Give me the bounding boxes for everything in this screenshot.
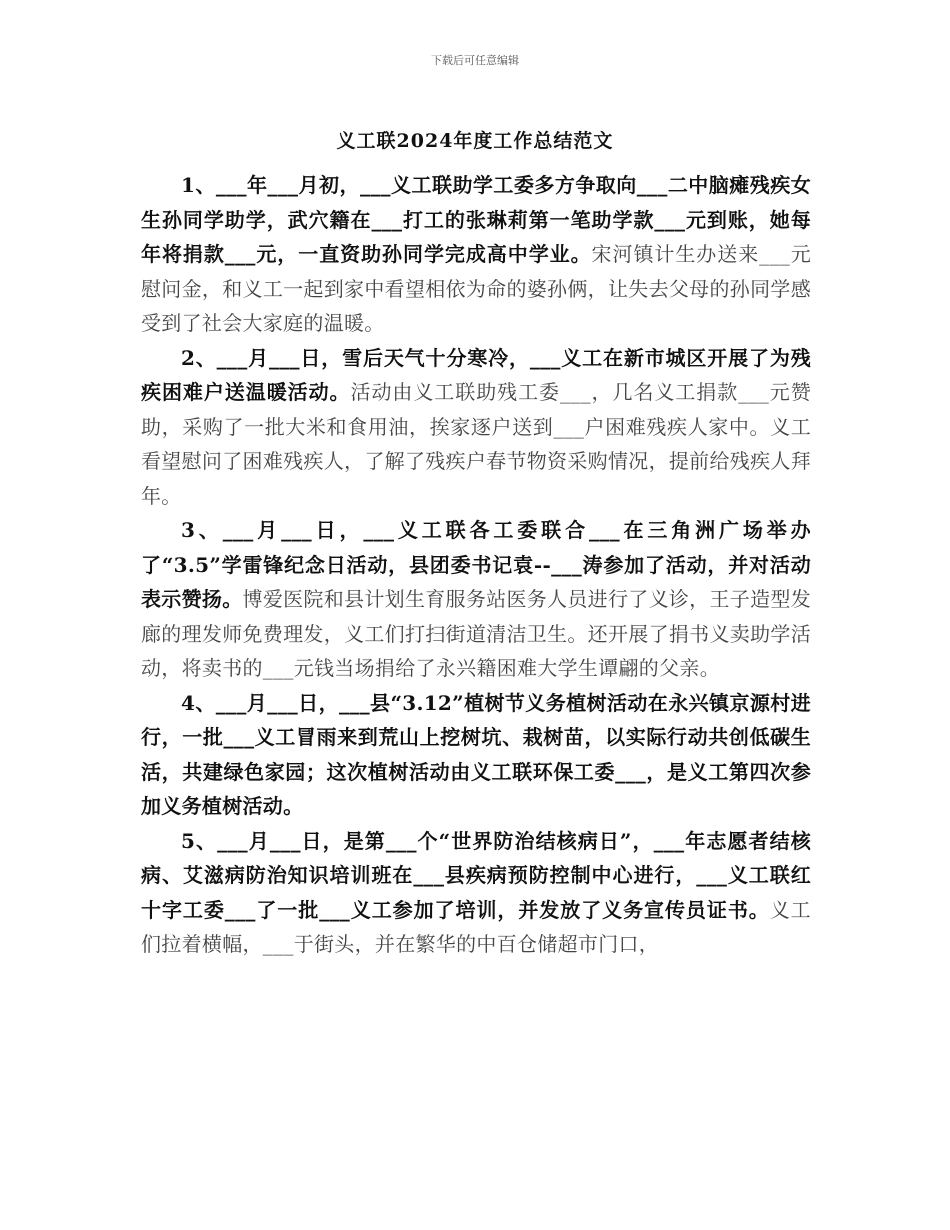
paragraph-2 bbox=[141, 341, 811, 514]
paragraph-3 bbox=[141, 513, 811, 686]
header-note: 下载后可任意编辑 bbox=[431, 54, 519, 67]
paragraph-rest: 宋河镇计生办送来___元慰问金，和义工一起到家中看望相依为命的婆孙俩，让失去父母的孙同学感受到了社会大家庭的温暖。 bbox=[141, 242, 811, 335]
paragraph-rest: 活动由义工联助残工委___，几名义工捐款___元赞助，采购了一批大米和食用油，挨家逐户送到___户困难残疾人家中。义工看望慰问了困难残疾人，了解了残疾户春节物资采购情况，提前给残疾人拜年。 bbox=[141, 380, 811, 508]
paragraph-4 bbox=[141, 686, 811, 824]
paragraph-lead: 2、___月___日，雪后天气十分寒冷，___义工在新市城区开展了为残疾困难户送温暖活动。 bbox=[141, 345, 811, 404]
document-body bbox=[141, 168, 811, 962]
paragraph-5 bbox=[141, 824, 811, 962]
paragraph-1 bbox=[141, 168, 811, 341]
paragraph-lead: 4、___月___日，___县“3.12”植树节义务植树活动在永兴镇京源村进行，一批___义工冒雨来到荒山上挖树坑、栽树苗，以实际行动共创低碳生活，共建绿色家园；这次植树活动由义工联环保工委___，是义工第四次参加义务植树活动。 bbox=[141, 690, 811, 818]
paragraph-lead: 1、___年___月初，___义工联助学工委多方争取向___二中脑瘫残疾女生孙同学助学，武穴籍在___打工的张琳莉第一笔助学款___元到账，她每年将捐款___元，一直资助孙同学完成高中学业。 bbox=[141, 173, 811, 266]
paragraph-rest: 博爱医院和县计划生育服务站医务人员进行了义诊，王子造型发廊的理发师免费理发，义工们打扫街道清洁卫生。还开展了捐书义卖助学活动，将卖书的___元钱当场捐给了永兴籍困难大学生谭翩的父亲。 bbox=[141, 587, 811, 680]
paragraph-lead: 3、___月___日，___义工联各工委联合___在三角洲广场举办了“3.5”学雷锋纪念日活动，县团委书记袁--___涛参加了活动，并对活动表示赞扬。 bbox=[141, 518, 811, 611]
paragraph-lead: 5、___月___日，是第___个“世界防治结核病日”，___年志愿者结核病、艾滋病防治知识培训班在___县疾病预防控制中心进行，___义工联红十字工委___了一批___义工参加了培训，并发放了义务宣传员证书。 bbox=[141, 828, 811, 922]
paragraph-rest: 义工们拉着横幅，___于街头，并在繁华的中百仓储超市门口， bbox=[141, 897, 811, 956]
document-title: 义工联2024年度工作总结范文 bbox=[336, 130, 614, 152]
